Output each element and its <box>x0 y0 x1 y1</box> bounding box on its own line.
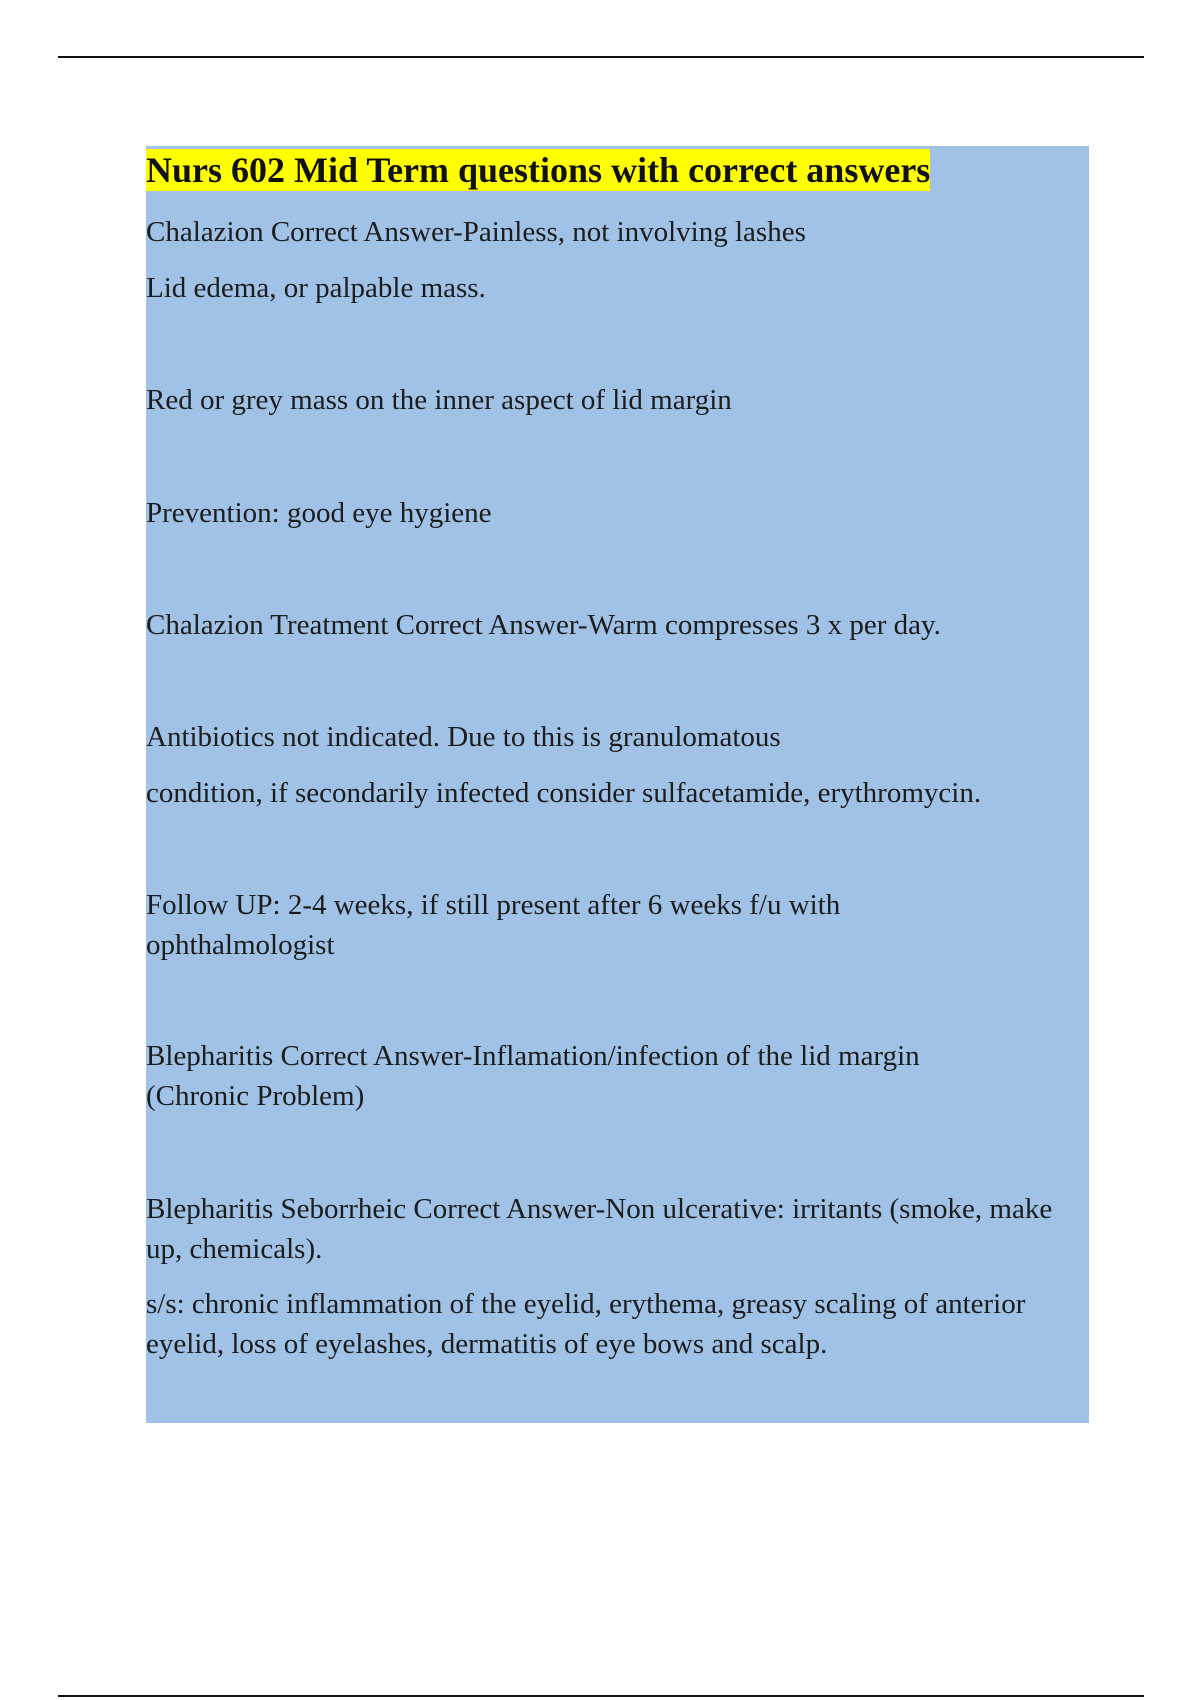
paragraph-follow-up: Follow UP: 2-4 weeks, if still present after 6 weeks f/u with ophthalmologist <box>146 889 841 961</box>
paragraph-condition: condition, if secondarily infected consider sulfacetamide, erythromycin. <box>146 777 982 809</box>
paragraph-chalazion: Chalazion Correct Answer-Painless, not involving lashes <box>146 216 806 248</box>
paragraph-blepharitis-seborrheic: Blepharitis Seborrheic Correct Answer-Non ulcerative: irritants (smoke, make up, chemicals). <box>146 1193 1053 1265</box>
paragraph-prevention: Prevention: good eye hygiene <box>146 497 492 529</box>
paragraph-red-grey-mass: Red or grey mass on the inner aspect of lid margin <box>146 384 732 416</box>
paragraph-antibiotics: Antibiotics not indicated. Due to this is granulomatous <box>146 721 781 753</box>
paragraph-signs-symptoms: s/s: chronic inflammation of the eyelid, erythema, greasy scaling of anterior eyelid, loss of eyelashes, dermatitis of eye bows and scalp. <box>146 1288 1026 1360</box>
page-top-rule <box>58 56 1144 58</box>
page-bottom-rule <box>58 1695 1144 1697</box>
paragraph-lid-edema: Lid edema, or palpable mass. <box>146 272 486 304</box>
paragraph-chalazion-treatment: Chalazion Treatment Correct Answer-Warm compresses 3 x per day. <box>146 609 941 641</box>
document-title: Nurs 602 Mid Term questions with correct answers <box>146 150 931 190</box>
paragraph-blepharitis: Blepharitis Correct Answer-Inflamation/infection of the lid margin (Chronic Problem) <box>146 1040 920 1112</box>
